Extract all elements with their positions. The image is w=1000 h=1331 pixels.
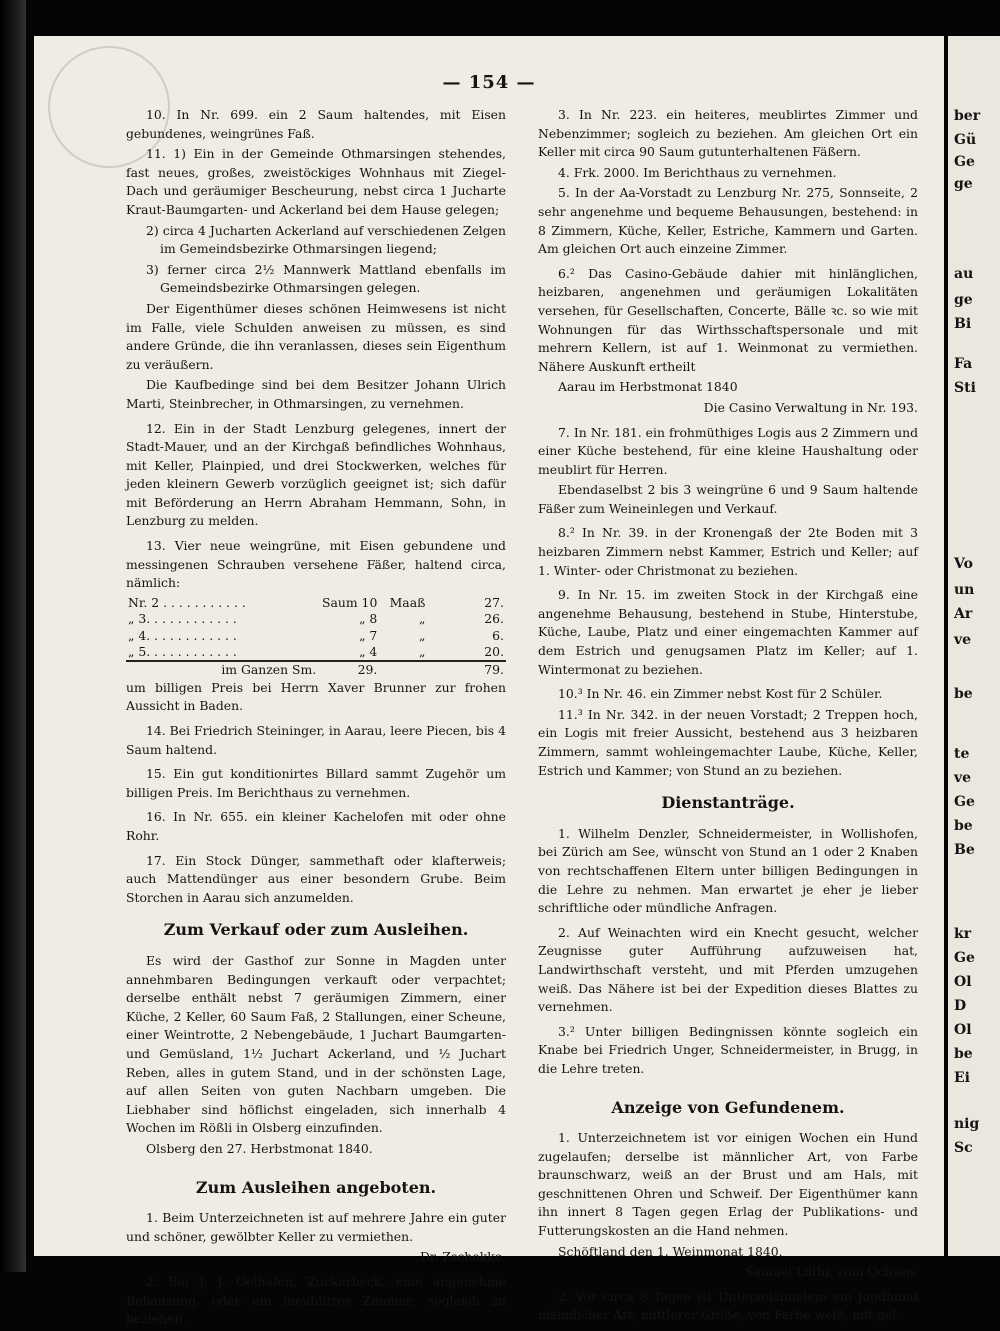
next-page-fragment: be [954, 1046, 973, 1062]
next-page-fragment: ge [954, 176, 973, 192]
next-page-fragment: Sc [954, 1140, 973, 1156]
entry-r6-signature: Die Casino Verwaltung in Nr. 193. [703, 399, 918, 415]
casks-row [126, 611, 506, 627]
entry-10: 10. In Nr. 699. ein 2 Saum haltendes, mit Eisen gebundenes, weingrünes Faß. [126, 107, 506, 141]
entry-17: 17. Ein Stock Dünger, sammethaft oder klafterweis; auch Mattendünger aus einer besondern Grube. Beim Storchen in Aarau sich anzumelden. [126, 852, 506, 905]
casks-total-row [126, 661, 506, 678]
next-page-fragment: ber [954, 108, 981, 124]
next-page-fragment: ve [954, 770, 972, 786]
entry-r3: 3. In Nr. 223. ein heiteres, meublirtes Zimmer und Nebenzimmer; sogleich zu beziehen. Am gleichen Ort ein Keller mit circa 90 Saum gutunterhaltenen Fäßern. [538, 107, 918, 160]
next-page-fragment: Ar [954, 606, 973, 622]
next-page-fragment: Be [954, 842, 975, 858]
heading-dienst: Dienstanträge. [661, 793, 795, 813]
ausleihen-2: 2. Bei J. J. Oelhafen, Zuckerbeck, eine angenehme Behausung, oder ein meublirtes Zimmer; sogleich zu beziehen. [126, 1273, 506, 1327]
next-page-fragment: Ei [954, 1070, 970, 1086]
right-column [538, 106, 918, 1327]
cask-number: Nr. 2 . . . . . . . . . . . [128, 594, 246, 610]
next-page-fragment: Ol [954, 1022, 972, 1038]
cask-unit: Maaß [389, 594, 426, 610]
verkauf-text: Es wird der Gasthof zur Sonne in Magden unter annehmbaren Bedingungen verkauft oder verpachtet; derselbe enthält nebst 7 geräumigen Zimmern, einer Küche, 2 Keller, 60 Saum Faß, 2 Stallungen, einer Scheune, einer Weintrotte, 2 Nebengebäude, 1 Juchart Baumgarten- und Gemüsland, 1½ Juchart Ackerland, und ½ Juchart Reben, alles in gutem Stand, und in der schönsten Lage, auf allen Seiten von guten Nachbarn umgeben. Die Liebhaber sind höflichst eingeladen, sich innerhalb 4 Wochen im Rößli in Olsberg einzufinden. [126, 953, 506, 1136]
entry-16: 16. In Nr. 655. ein kleiner Kachelofen mit oder ohne Rohr. [126, 809, 506, 844]
gefunden-1-signature: Samuel Lüthi, zum Ochsen. [745, 1264, 918, 1280]
next-page-fragment: Gü [954, 132, 977, 148]
entry-14: 14. Bei Friedrich Steininger, in Aarau, leere Piecen, bis 4 Saum haltend. [126, 723, 506, 757]
entry-r8: 8.² In Nr. 39. in der Kronengaß der 2te Boden mit 3 heizbaren Zimmern nebst Kammer, Estrich und Keller; auf 1. Winter- oder Christmonat zu beziehen. [538, 525, 918, 578]
entry-r9: 9. In Nr. 15. im zweiten Stock in der Kirchgaß eine angenehme Behausung, bestehend in Stube, Hinterstube, Küche, Laube, Platz und einer eingemachten Kammer auf dem Estrich und genugsamen Platz im Keller; auf 1. Wintermonat zu beziehen. [538, 587, 918, 677]
dienst-1: 1. Wilhelm Denzler, Schneidermeister, in Wollishofen, bei Zürich am See, wünscht von Stund an 1 oder 2 Knaben von rechtschaffenen Eltern unter billigen Bedingungen in die Lehre zu nehmen. Man erwartet je eher je lieber schriftliche oder mündliche Anfragen. [538, 825, 918, 916]
entry-11-owner: Der Eigenthümer dieses schönen Heimwesens ist nicht im Falle, viele Schulden anweisen zu müssen, es sind andere Gründe, die ihn veranlassen, dieses sein Eigenthum zu veräußern. [126, 300, 506, 372]
next-page-fragment: Vo [954, 556, 973, 572]
gefunden-1: 1. Unterzeichnetem ist vor einigen Wochen ein Hund zugelaufen; derselbe ist männlicher Art, von Farbe braunschwarz, weiß an der Brust und am Hals, mit geschnittenen Ohren und Schweif. Der Eigenthümer kann ihn innert 8 Tagen gegen Erlag der Publikations- und Futterungskosten an die Hand nehmen. [538, 1130, 918, 1239]
next-page-fragment: au [954, 266, 974, 282]
cask-number: „ 4. . . . . . . . . . . . [128, 627, 237, 643]
entry-r5: 5. In der Aa-Vorstadt zu Lenzburg Nr. 275, Sonnseite, 2 sehr angenehme und bequeme Behausungen, bestehend: in 8 Zimmern, Küche, Keller, Estriche, Kammern und Garten. Am gleichen Ort auch einzeine Zimmer. [538, 185, 918, 257]
next-page-fragment: be [954, 686, 973, 702]
next-page-fragment: Sti [954, 380, 976, 396]
entry-11-part-2: 2) circa 4 Jucharten Ackerland auf verschiedenen Zelgen im Gemeindsbezirke Othmarsingen liegend; [146, 222, 506, 257]
gefunden-1-date: Schöftland den 1. Weinmonat 1840. [558, 1243, 783, 1259]
next-page-fragment: Bi [954, 316, 972, 332]
cask-saum: „ 8 [359, 611, 378, 627]
book-edge [0, 0, 26, 1272]
document-page [34, 36, 944, 1327]
heading-verkauf: Zum Verkauf oder zum Ausleihen. [163, 920, 469, 940]
gefunden-2: 2. Vor circa 8 Tagen ist Unterzeichnetem ein Jagdhund männlicher Art, mittlerer Größe, von Farbe weiß, mit gel- [538, 1288, 918, 1323]
next-page-fragment: te [954, 746, 970, 762]
dienst-3: 3.² Unter billigen Bedingnissen könnte sogleich ein Knabe bei Friedrich Unger, Schneidermeister, in Brugg, in die Lehre treten. [538, 1023, 918, 1076]
left-column [126, 106, 506, 1331]
entry-11-part-3: 3) ferner circa 2½ Mannwerk Mattland ebenfalls im Gemeindsbezirke Othmarsingen gelegen. [146, 261, 506, 296]
casks-total-label: im Ganzen Sm. [126, 661, 318, 678]
entry-r10: 10.³ In Nr. 46. ein Zimmer nebst Kost für 2 Schüler. [558, 686, 883, 702]
next-page-fragment: ge [954, 292, 973, 308]
casks-table [126, 595, 506, 679]
cask-unit: „ [418, 611, 426, 627]
entry-r6-date: Aarau im Herbstmonat 1840 [558, 379, 738, 395]
casks-row [126, 644, 506, 661]
entry-r7b: Ebendaselbst 2 bis 3 weingrüne 6 und 9 Saum haltende Fäßer zum Weineinlegen und Verkauf. [538, 482, 918, 516]
next-page-fragment: be [954, 818, 973, 834]
next-page-fragment: Ol [954, 974, 972, 990]
cask-unit: „ [418, 644, 426, 660]
cask-saum: „ 7 [359, 627, 378, 643]
casks-total-maass: 79. [427, 661, 506, 678]
page-number: — 154 — [442, 72, 536, 93]
entry-15: 15. Ein gut konditionirtes Billard sammt Zugehör um billigen Preis. Im Berichthaus zu vernehmen. [126, 766, 506, 800]
next-page-edge [948, 36, 1000, 1256]
ausleihen-1-signature: Dr. Zschokke. [419, 1249, 506, 1265]
cask-number: „ 3. . . . . . . . . . . . [128, 611, 237, 627]
entry-11-terms: Die Kaufbedinge sind bei dem Besitzer Johann Ulrich Marti, Steinbrecher, in Othmarsingen, zu vernehmen. [126, 377, 506, 411]
cask-maass: 6. [492, 627, 504, 643]
cask-saum: Saum 10 [322, 594, 378, 610]
cask-maass: 27. [484, 594, 504, 610]
casks-total-saum: 29. [318, 661, 379, 678]
entry-11-part-1: 11. 1) Ein in der Gemeinde Othmarsingen stehendes, fast neues, großes, zweistöckiges Wohnhaus mit Ziegel-Dach und geräumiger Bescheurung, nebst circa 1 Jucharte Kraut-Baumgarten- und Ackerland bei dem Hause gelegen; [126, 146, 506, 217]
casks-row [126, 628, 506, 644]
entry-r4: 4. Frk. 2000. Im Berichthaus zu vernehmen. [558, 164, 837, 180]
entry-13: 13. Vier neue weingrüne, mit Eisen gebundene und messingenen Schrauben versehene Fäßer, haltend circa, nämlich: [126, 538, 506, 591]
cask-maass: 26. [484, 611, 504, 627]
next-page-fragment: ve [954, 632, 972, 648]
verkauf-date: Olsberg den 27. Herbstmonat 1840. [146, 1140, 373, 1156]
cask-number: „ 5. . . . . . . . . . . . [128, 644, 237, 660]
cask-maass: 20. [484, 644, 504, 660]
next-page-fragment: kr [954, 926, 972, 942]
entry-r11: 11.³ In Nr. 342. in der neuen Vorstadt; 2 Treppen hoch, ein Logis mit freier Aussicht, bestehend aus 3 heizbaren Zimmern, sammt wohleingemachter Laube, Küche, Keller, Estrich und Kammer; von Stund an zu beziehen. [538, 706, 918, 778]
next-page-fragment: Ge [954, 154, 975, 170]
ausleihen-1: 1. Beim Unterzeichneten ist auf mehrere Jahre ein guter und schöner, gewölbter Keller zu vermiethen. [126, 1210, 506, 1244]
entry-r7: 7. In Nr. 181. ein frohmüthiges Logis aus 2 Zimmern und einer Küche bestehend, für eine kleine Haushaltung oder meublirt für Herren. [538, 424, 918, 477]
next-page-fragment: un [954, 582, 975, 598]
dienst-2: 2. Auf Weinachten wird ein Knecht gesucht, welcher Zeugnisse guter Aufführung aufzuweisen hat, Landwirthschaft versteht, und mit Pferden umzugehen weiß. Das Nähere ist bei der Expedition dieses Blattes zu vernehmen. [538, 924, 918, 1015]
entry-r6: 6.² Das Casino-Gebäude dahier mit hinlänglichen, heizbaren, angenehmen und geräumigen Lokalitäten versehen, für Gesellschaften, Concerte, Bälle ꝛc. so wie mit Wohnungen für das Wirthsschaftspersonale und mit mehrern Kellern, ist auf 1. Weinmonat zu vermiethen. Nähere Auskunft ertheilt [538, 265, 918, 374]
entry-13-end: um billigen Preis bei Herrn Xaver Brunner zur frohen Aussicht in Baden. [126, 679, 506, 714]
heading-ausleihen: Zum Ausleihen angeboten. [195, 1177, 437, 1197]
entry-12: 12. Ein in der Stadt Lenzburg gelegenes, innert der Stadt-Mauer, und an der Kirchgaß befindliches Wohnhaus, mit Keller, Plainpied, und drei Stockwerken, welches für jeden kleinern Gewerb vorzüglich geeignet ist; sich dafür mit Beförderung an Herrn Abraham Hemmann, Sohn, in Lenzburg zu melden. [126, 420, 506, 529]
next-page-fragment: Ge [954, 950, 975, 966]
cask-saum: „ 4 [359, 644, 378, 660]
heading-gefunden: Anzeige von Gefundenem. [611, 1097, 845, 1117]
next-page-fragment: nig [954, 1116, 980, 1132]
cask-unit: „ [418, 627, 426, 643]
casks-row [126, 595, 506, 611]
next-page-fragment: Ge [954, 794, 975, 810]
next-page-fragment: D [954, 998, 967, 1014]
next-page-fragment: Fa [954, 356, 973, 372]
